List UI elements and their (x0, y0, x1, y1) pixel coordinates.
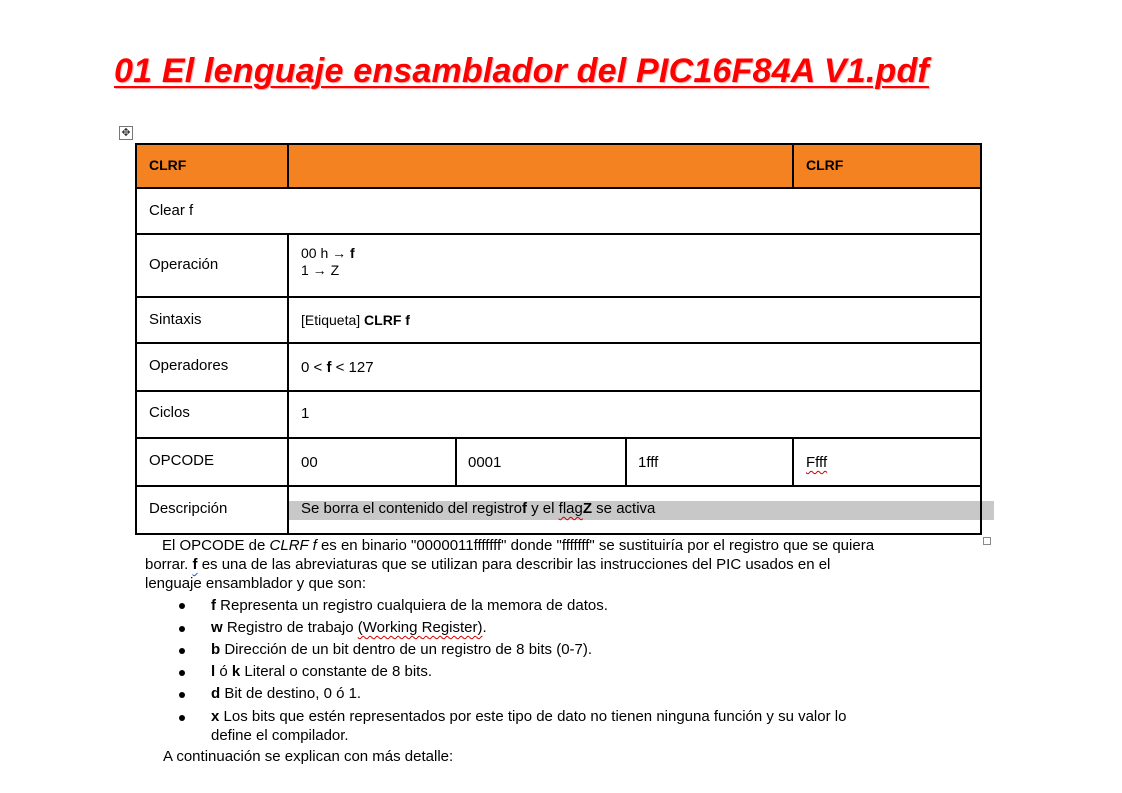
closing-line: A continuación se explican con más detalle: (163, 748, 454, 765)
table-border (136, 342, 982, 344)
paragraph-mark-icon (983, 537, 991, 545)
bullet-icon (179, 692, 185, 698)
header-background (136, 143, 981, 188)
document-title[interactable]: 01 El lenguaje ensamblador del PIC16F84A V1.pdf (114, 52, 929, 90)
table-border (136, 485, 982, 487)
table-border (136, 437, 982, 439)
descripcion-label: Descripción (149, 500, 228, 517)
operacion-label: Operación (149, 256, 219, 273)
bullet-item-x: x Los bits que estén representados por este tipo de dato no tienen ninguna función y su valor lo (211, 708, 847, 725)
table-border (136, 533, 982, 535)
bullet-item-lk: l ó k Literal o constante de 8 bits. (211, 663, 432, 680)
paragraph-line-1: El OPCODE de CLRF f es en binario "0000011fffffff" donde "fffffff" se sustituiría por el registro que se quiera (162, 537, 875, 554)
bullet-icon (179, 670, 185, 676)
table-border (287, 143, 289, 189)
header-mnemonic-left: CLRF (149, 157, 187, 173)
sintaxis-label: Sintaxis (149, 311, 202, 328)
table-border (135, 143, 137, 535)
table-border (980, 143, 982, 535)
header-mnemonic-right: CLRF (806, 157, 844, 173)
table-border (455, 437, 457, 487)
table-border (287, 233, 289, 535)
ciclos-value: 1 (301, 405, 310, 422)
table-border (625, 437, 627, 487)
table-border (136, 390, 982, 392)
operacion-line1: 00 h → f (301, 245, 355, 261)
paragraph-line-3: lenguaje ensamblador y que son: (145, 575, 366, 592)
table-border (792, 437, 794, 487)
bullet-item-f: f Representa un registro cualquiera de la memora de datos. (211, 597, 608, 614)
table-border (136, 233, 982, 235)
bullet-icon (179, 715, 185, 721)
table-border (136, 143, 982, 145)
opcode-cell-4: Ffff (806, 454, 828, 471)
operadores-value: 0 < f < 127 (301, 359, 374, 376)
table-border (792, 143, 794, 189)
descripcion-value: Se borra el contenido del registrof y el flagZ se activa (301, 500, 656, 517)
paragraph-line-2: borrar. f es una de las abreviaturas que se utilizan para describir las instrucciones del PIC usados en el (145, 556, 831, 573)
operacion-line2: 1 → Z (301, 262, 340, 278)
operadores-label: Operadores (149, 357, 229, 374)
bullet-item-d: d Bit de destino, 0 ó 1. (211, 685, 362, 702)
clear-label: Clear f (149, 202, 194, 219)
bullet-icon (179, 603, 185, 609)
bullet-item-w: w Registro de trabajo (Working Register). (211, 619, 487, 636)
ciclos-label: Ciclos (149, 404, 190, 421)
bullet-icon (179, 648, 185, 654)
opcode-cell-1: 00 (301, 454, 318, 471)
bullet-item-x-continuation: define el compilador. (211, 727, 349, 744)
table-border (136, 296, 982, 298)
sintaxis-value: [Etiqueta] CLRF f (301, 312, 410, 328)
opcode-cell-2: 0001 (468, 454, 502, 471)
bullet-item-b: b Dirección de un bit dentro de un registro de 8 bits (0-7). (211, 641, 593, 658)
opcode-cell-3: 1fff (638, 454, 659, 471)
opcode-label: OPCODE (149, 452, 215, 469)
bullet-icon (179, 626, 185, 632)
table-border (136, 187, 982, 189)
table-move-handle-icon[interactable]: ✥ (119, 126, 133, 140)
